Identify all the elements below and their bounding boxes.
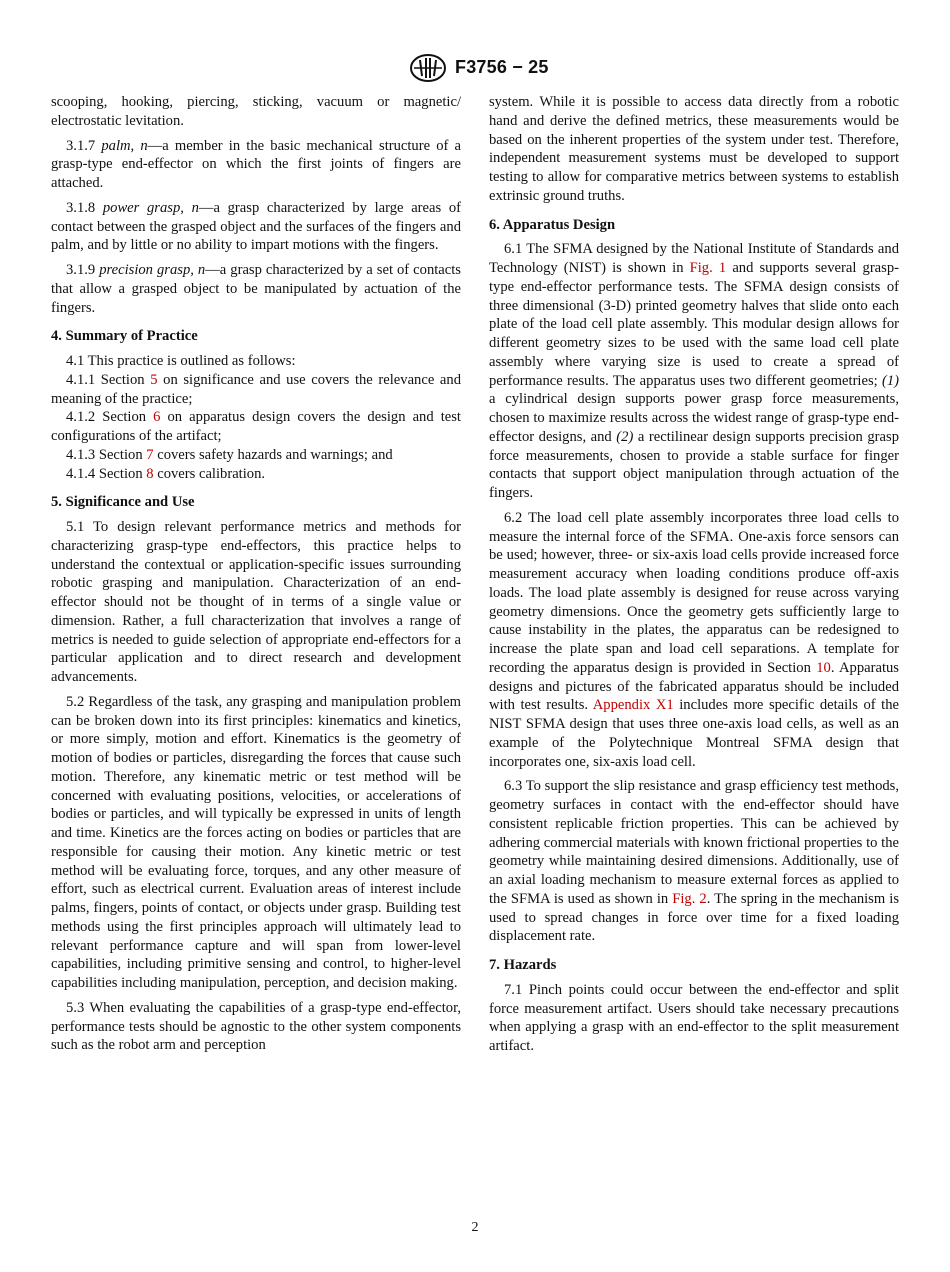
- astm-logo-icon: [408, 52, 448, 84]
- paragraph-continued: system. While it is possible to access data directly from a robotic hand and derive the defined metrics, these measurements would be based on the inherent properties of the system under test. Therefore, independent measurement systems must be developed to support testing to allow for comparative metrics between systems to establish extrinsic ground truths.: [489, 94, 899, 204]
- paragraph-continued: scooping, hooking, piercing, sticking, vacuum or magnetic/ electrostatic levitation.: [51, 94, 461, 129]
- section-link-7[interactable]: 7: [146, 446, 154, 463]
- page-header: [0, 52, 950, 86]
- figure-link-2[interactable]: Fig. 2: [672, 890, 707, 907]
- section-heading-5: 5. Significance and Use: [51, 494, 195, 511]
- paragraph-4-1: 4.1 This practice is outlined as follows:: [66, 353, 296, 369]
- right-column: [489, 93, 899, 1062]
- paragraph-4-1-3: 4.1.3 Section 7 covers safety hazards and warnings; and: [66, 446, 393, 463]
- paragraph-4-1-2: 4.1.2 Section 6 on apparatus design covers the design and test configurations of the artifact;: [51, 409, 461, 444]
- section-heading-6: 6. Apparatus Design: [489, 216, 616, 233]
- section-link-8[interactable]: 8: [146, 465, 154, 482]
- appendix-link-x1[interactable]: Appendix X1: [592, 697, 674, 714]
- paragraph-6-1: 6.1 The SFMA designed by the National Institute of Standards and Technology (NIST) is shown in Fig. 1 and supports several grasp-type end-effector performance tests. The SFMA design consists of three dimensional (3-D) printed geometry halves that slide onto each plate of the load cell plate assembly. This modular design allows for different geometry sizes to be used with the same load cell plate assembly where varying size is used to create a spread of performance results. The apparatus uses two different geometries; (1) a cylindrical design supports power grasp force measurements, chosen to maximize results across the widest range of grasp-type end-effector designs, and (2) a rectilinear design supports precision grasp force measurements, chosen to provide a stable surface for finger contacts that support object manipulation through actuation of the fingers.: [489, 241, 899, 501]
- section-heading-7: 7. Hazards: [489, 957, 557, 973]
- section-link-10[interactable]: 10: [816, 659, 831, 676]
- figure-link-1[interactable]: Fig. 1: [689, 260, 727, 276]
- section-link-5[interactable]: 5: [150, 371, 158, 388]
- definition-palm: 3.1.7 palm, n—a member in the basic mechanical structure of a grasp-type end-effector on which the first joints of fingers are attached.: [51, 137, 461, 191]
- definition-power-grasp: 3.1.8 power grasp, n—a grasp characterized by large areas of contact between the grasped object and the surfaces of the fingers and palm, and by little or no ability to impart motions with the fingers.: [51, 199, 461, 254]
- section-heading-4: 4. Summary of Practice: [51, 328, 198, 345]
- section-link-6[interactable]: 6: [153, 409, 161, 426]
- paragraph-6-3: 6.3 To support the slip resistance and grasp efficiency test methods, geometry surfaces in contact with the end-effector should have consistent replicable friction properties. This can be achieved by adhering commercial materials with known frictional properties to the geometry while maintaining desired dimensions. Additionally, use of an axial loading mechanism to measure external forces as applied to the SFMA is used as shown in Fig. 2. The spring in the mechanism is used to spread changes in force over time for a fixed loading displacement rate.: [489, 778, 899, 945]
- standard-designation: F3756 − 25: [455, 57, 549, 77]
- paragraph-5-1: 5.1 To design relevant performance metrics and methods for characterizing grasp-type end-effectors, this practice helps to understand the contextual or application-specific issues surrounding robotic grasping and manipulation. Characterization of an end-effector should not be thought of in terms of a single value or dimension. Rather, a full characterization that involves a range of metrics is needed to guide selection of appropriate end-effectors for a particular application and to direct research and development advancements.: [51, 519, 461, 685]
- left-column: [51, 93, 461, 1061]
- definition-precision-grasp: 3.1.9 precision grasp, n—a grasp characterized by a set of contacts that allow a grasped object to be manipulated by actuation of the fingers.: [51, 262, 461, 316]
- paragraph-5-3: 5.3 When evaluating the capabilities of a grasp-type end-effector, performance tests should be agnostic to the other system components such as the robot arm and perception: [51, 999, 461, 1054]
- paragraph-5-2: 5.2 Regardless of the task, any grasping and manipulation problem can be broken down into its first principles: kinematics and kinetics, or more simply, motion and effort. Kinematics is the geometry of motion of bodies or particles, disregarding the forces that cause such motion. Therefore, any kinematic metric or test method will be concerned with evaluating positions, velocities, or accelerations of bodies or particles, and will typically be expressed in units of length and time. Kinetics are the forces acting on bodies or particles that are responsible for causing their motion. Any kinetic metric or test method will be evaluating force, torques, and any other measure of effort, such as electrical current. Evaluation areas of interest include palms, fingers, points of contact, or objects under grasp. Building test methods using the first principles approach will ultimately lead to relevant performance capture and will span from lower-level capabilities, including primitive sensing and control, to higher-level capabilities including manipulation, perception, and decision making.: [51, 693, 461, 991]
- paragraph-7-1: 7.1 Pinch points could occur between the end-effector and split force measurement artifact. Users should take necessary precautions when applying a grasp with an end-effector to the split measurement artifact.: [489, 981, 899, 1054]
- page-number: 2: [471, 1220, 479, 1235]
- paragraph-4-1-4: 4.1.4 Section 8 covers calibration.: [66, 465, 266, 482]
- paragraph-6-2: 6.2 The load cell plate assembly incorporates three load cells to measure the internal force of the SFMA. One-axis force sensors can be used; however, three- or six-axis load cells provide increased force measurement accuracy when loading conditions produce off-axis loads. The load plate assembly is designed for reuse across varying geometry dimensions. Once the geometry gets sufficiently large to cause instability in the plates, the apparatus can be redesigned to increase the plate span and load cell separations. A template for recording the apparatus design is provided in Section 10. Apparatus designs and pictures of the fabricated apparatus should be included with test results. Appendix X1 includes more specific details of the NIST SFMA design that uses three one-axis load cells, as well as an example of the Polytechnique Montreal SFMA design that incorporates one, six-axis load cell.: [489, 509, 899, 770]
- paragraph-4-1-1: 4.1.1 Section 5 on significance and use covers the relevance and meaning of the practice;: [51, 371, 461, 407]
